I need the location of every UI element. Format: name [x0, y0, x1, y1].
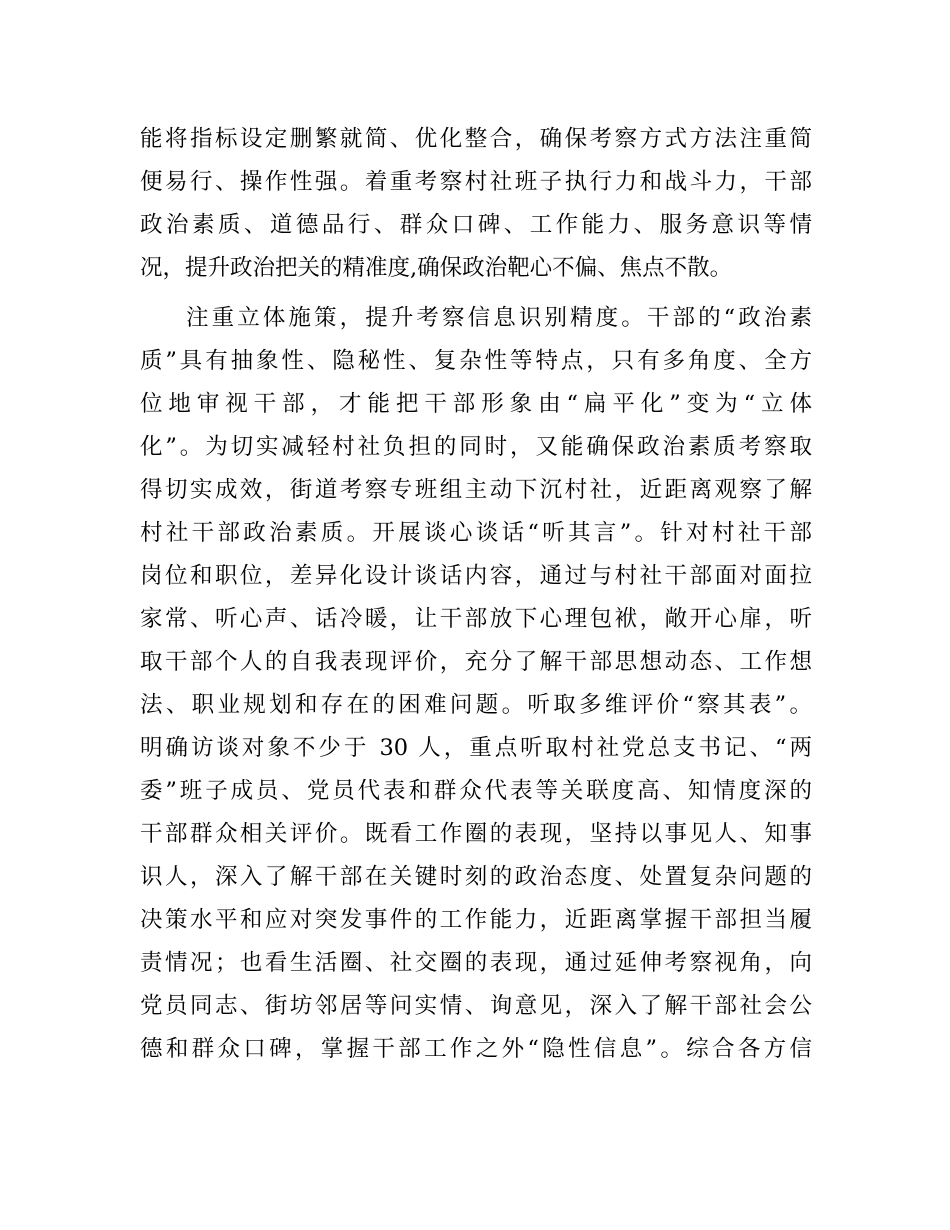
text-line: 位地审视干部，才能把干部形象由“扁平化”变为“立体	[140, 391, 812, 417]
text-line: 岗位和职位，差异化设计谈话内容，通过与村社干部面对面拉	[140, 563, 812, 589]
text-line: 党员同志、街坊邻居等问实情、询意见，深入了解干部社会公	[140, 993, 812, 1019]
body-text	[140, 118, 812, 1071]
text-line: 况，提升政治把关的精准度,确保政治靶心不偏、焦点不散。	[140, 255, 733, 281]
text-line: 政治素质、道德品行、群众口碑、工作能力、服务意识等情	[140, 212, 812, 238]
text-line: 得切实成效，街道考察专班组主动下沉村社，近距离观察了解	[140, 477, 812, 503]
text-line: 化”。为切实减轻村社负担的同时，又能确保政治素质考察取	[140, 434, 812, 460]
text-line: 村社干部政治素质。开展谈心谈话“听其言”。针对村社干部	[140, 520, 812, 546]
text-line: 德和群众口碑，掌握干部工作之外“隐性信息”。综合各方信	[140, 1036, 812, 1062]
text-line: 取干部个人的自我表现评价，充分了解干部思想动态、工作想	[140, 649, 812, 675]
text-line: 委”班子成员、党员代表和群众代表等关联度高、知情度深的	[140, 778, 812, 804]
text-line: 注重立体施策，提升考察信息识别精度。干部的“政治素	[186, 305, 812, 331]
text-line: 质”具有抽象性、隐秘性、复杂性等特点，只有多角度、全方	[140, 348, 812, 374]
text-line: 法、职业规划和存在的困难问题。听取多维评价“察其表”。	[140, 692, 812, 718]
text-line: 家常、听心声、话冷暖，让干部放下心理包袱，敞开心扉，听	[140, 606, 812, 632]
text-line: 责情况；也看生活圈、社交圈的表现，通过延伸考察视角，向	[140, 950, 812, 976]
paragraph-spacer	[140, 290, 812, 297]
text-line: 能将指标设定删繁就简、优化整合，确保考察方式方法注重简	[140, 126, 812, 152]
text-line: 决策水平和应对突发事件的工作能力，近距离掌握干部担当履	[140, 907, 812, 933]
text-line: 便易行、操作性强。着重考察村社班子执行力和战斗力，干部	[140, 169, 812, 195]
text-line: 明确访谈对象不少于 30 人，重点听取村社党总支书记、“两	[140, 735, 812, 761]
paragraph-2	[140, 297, 812, 1071]
text-line: 干部群众相关评价。既看工作圈的表现，坚持以事见人、知事	[140, 821, 812, 847]
paragraph-1	[140, 118, 812, 290]
text-line: 识人，深入了解干部在关键时刻的政治态度、处置复杂问题的	[140, 864, 812, 890]
